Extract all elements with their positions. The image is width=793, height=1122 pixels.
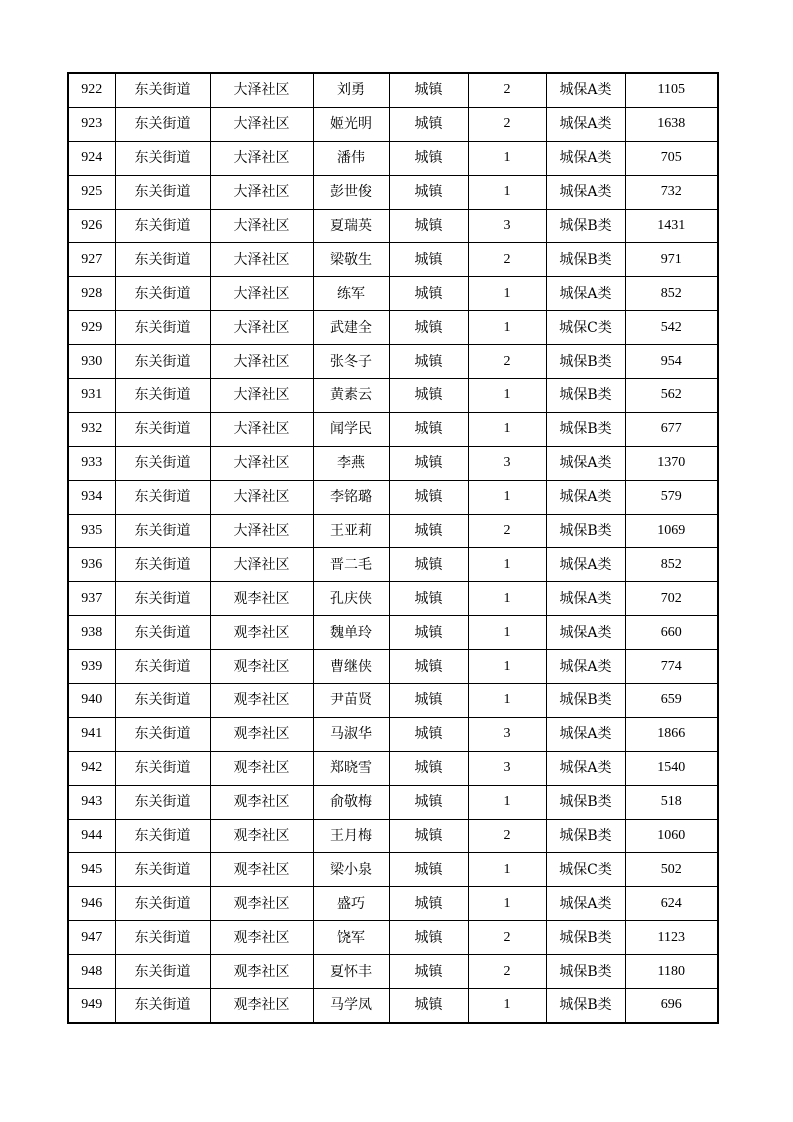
table-row (68, 209, 718, 243)
subdistrict-cell: 东关街道 (115, 311, 210, 345)
household-type-cell: 城镇 (389, 989, 468, 1023)
row-number-cell: 927 (68, 243, 115, 277)
person-name-cell: 王月梅 (313, 819, 389, 853)
row-number-cell: 944 (68, 819, 115, 853)
community-cell: 大泽社区 (210, 412, 313, 446)
row-number-cell: 949 (68, 989, 115, 1023)
table-row (68, 243, 718, 277)
insurance-category-cell: 城保B类 (546, 209, 625, 243)
subdistrict-cell: 东关街道 (115, 751, 210, 785)
insurance-category-cell: 城保A类 (546, 141, 625, 175)
community-cell: 大泽社区 (210, 480, 313, 514)
household-size-cell: 3 (468, 209, 546, 243)
subdistrict-cell: 东关街道 (115, 73, 210, 107)
insurance-category-cell: 城保B类 (546, 989, 625, 1023)
community-cell: 观李社区 (210, 921, 313, 955)
table-row (68, 650, 718, 684)
table-row (68, 277, 718, 311)
row-number-cell: 926 (68, 209, 115, 243)
household-size-cell: 1 (468, 141, 546, 175)
community-cell: 观李社区 (210, 751, 313, 785)
table-row (68, 819, 718, 853)
subdistrict-cell: 东关街道 (115, 650, 210, 684)
person-name-cell: 马学凤 (313, 989, 389, 1023)
community-cell: 观李社区 (210, 684, 313, 718)
household-type-cell: 城镇 (389, 684, 468, 718)
person-name-cell: 王亚莉 (313, 514, 389, 548)
household-type-cell: 城镇 (389, 446, 468, 480)
table-row (68, 514, 718, 548)
table-row (68, 853, 718, 887)
community-cell: 大泽社区 (210, 446, 313, 480)
person-name-cell: 尹苗贤 (313, 684, 389, 718)
table-row (68, 989, 718, 1023)
insurance-category-cell: 城保A类 (546, 277, 625, 311)
household-size-cell: 1 (468, 175, 546, 209)
row-number-cell: 929 (68, 311, 115, 345)
household-type-cell: 城镇 (389, 73, 468, 107)
person-name-cell: 练军 (313, 277, 389, 311)
household-size-cell: 2 (468, 345, 546, 379)
insurance-category-cell: 城保B类 (546, 684, 625, 718)
household-size-cell: 1 (468, 311, 546, 345)
person-name-cell: 彭世俊 (313, 175, 389, 209)
subdistrict-cell: 东关街道 (115, 446, 210, 480)
household-size-cell: 1 (468, 650, 546, 684)
person-name-cell: 黄素云 (313, 379, 389, 413)
household-size-cell: 2 (468, 243, 546, 277)
monthly-amount-cell: 1069 (625, 514, 718, 548)
monthly-amount-cell: 774 (625, 650, 718, 684)
table-row (68, 446, 718, 480)
household-size-cell: 2 (468, 107, 546, 141)
subdistrict-cell: 东关街道 (115, 412, 210, 446)
table-row (68, 379, 718, 413)
monthly-amount-cell: 954 (625, 345, 718, 379)
row-number-cell: 932 (68, 412, 115, 446)
row-number-cell: 942 (68, 751, 115, 785)
monthly-amount-cell: 696 (625, 989, 718, 1023)
insurance-category-cell: 城保A类 (546, 582, 625, 616)
household-size-cell: 2 (468, 73, 546, 107)
insurance-category-cell: 城保B类 (546, 921, 625, 955)
row-number-cell: 938 (68, 616, 115, 650)
table-row (68, 311, 718, 345)
table-row (68, 175, 718, 209)
table-row (68, 921, 718, 955)
monthly-amount-cell: 1431 (625, 209, 718, 243)
table-row (68, 345, 718, 379)
household-size-cell: 1 (468, 785, 546, 819)
household-size-cell: 1 (468, 853, 546, 887)
household-type-cell: 城镇 (389, 616, 468, 650)
person-name-cell: 盛巧 (313, 887, 389, 921)
household-type-cell: 城镇 (389, 175, 468, 209)
subdistrict-cell: 东关街道 (115, 887, 210, 921)
insurance-category-cell: 城保A类 (546, 107, 625, 141)
roster-body (68, 73, 718, 1023)
row-number-cell: 925 (68, 175, 115, 209)
subdistrict-cell: 东关街道 (115, 548, 210, 582)
community-cell: 观李社区 (210, 887, 313, 921)
insurance-category-cell: 城保B类 (546, 514, 625, 548)
person-name-cell: 张冬子 (313, 345, 389, 379)
insurance-category-cell: 城保B类 (546, 819, 625, 853)
insurance-category-cell: 城保C类 (546, 853, 625, 887)
community-cell: 观李社区 (210, 717, 313, 751)
household-type-cell: 城镇 (389, 209, 468, 243)
community-cell: 大泽社区 (210, 514, 313, 548)
person-name-cell: 闻学民 (313, 412, 389, 446)
table-row (68, 616, 718, 650)
subdistrict-cell: 东关街道 (115, 277, 210, 311)
subdistrict-cell: 东关街道 (115, 480, 210, 514)
household-type-cell: 城镇 (389, 277, 468, 311)
community-cell: 大泽社区 (210, 175, 313, 209)
row-number-cell: 934 (68, 480, 115, 514)
subdistrict-cell: 东关街道 (115, 684, 210, 718)
subdistrict-cell: 东关街道 (115, 989, 210, 1023)
monthly-amount-cell: 542 (625, 311, 718, 345)
community-cell: 大泽社区 (210, 548, 313, 582)
subdistrict-cell: 东关街道 (115, 853, 210, 887)
subdistrict-cell: 东关街道 (115, 175, 210, 209)
community-cell: 观李社区 (210, 853, 313, 887)
table-row (68, 141, 718, 175)
monthly-amount-cell: 518 (625, 785, 718, 819)
household-size-cell: 1 (468, 480, 546, 514)
monthly-amount-cell: 624 (625, 887, 718, 921)
subdistrict-cell: 东关街道 (115, 243, 210, 277)
monthly-amount-cell: 705 (625, 141, 718, 175)
monthly-amount-cell: 1638 (625, 107, 718, 141)
row-number-cell: 935 (68, 514, 115, 548)
insurance-category-cell: 城保A类 (546, 480, 625, 514)
subdistrict-cell: 东关街道 (115, 209, 210, 243)
insurance-category-cell: 城保A类 (546, 175, 625, 209)
row-number-cell: 945 (68, 853, 115, 887)
insurance-category-cell: 城保A类 (546, 887, 625, 921)
household-type-cell: 城镇 (389, 751, 468, 785)
household-type-cell: 城镇 (389, 582, 468, 616)
community-cell: 观李社区 (210, 955, 313, 989)
person-name-cell: 夏瑞英 (313, 209, 389, 243)
household-size-cell: 2 (468, 921, 546, 955)
monthly-amount-cell: 852 (625, 548, 718, 582)
monthly-amount-cell: 502 (625, 853, 718, 887)
household-size-cell: 2 (468, 955, 546, 989)
community-cell: 大泽社区 (210, 243, 313, 277)
row-number-cell: 924 (68, 141, 115, 175)
subdistrict-cell: 东关街道 (115, 717, 210, 751)
row-number-cell: 946 (68, 887, 115, 921)
table-row (68, 785, 718, 819)
household-size-cell: 3 (468, 751, 546, 785)
person-name-cell: 梁小泉 (313, 853, 389, 887)
insurance-category-cell: 城保A类 (546, 717, 625, 751)
household-size-cell: 2 (468, 819, 546, 853)
community-cell: 大泽社区 (210, 345, 313, 379)
household-size-cell: 1 (468, 412, 546, 446)
household-type-cell: 城镇 (389, 717, 468, 751)
table-row (68, 412, 718, 446)
monthly-amount-cell: 677 (625, 412, 718, 446)
person-name-cell: 马淑华 (313, 717, 389, 751)
insurance-category-cell: 城保B类 (546, 785, 625, 819)
insurance-category-cell: 城保B类 (546, 379, 625, 413)
household-type-cell: 城镇 (389, 412, 468, 446)
insurance-category-cell: 城保B类 (546, 412, 625, 446)
insurance-category-cell: 城保C类 (546, 311, 625, 345)
household-size-cell: 1 (468, 379, 546, 413)
monthly-amount-cell: 659 (625, 684, 718, 718)
insurance-category-cell: 城保A类 (546, 548, 625, 582)
row-number-cell: 948 (68, 955, 115, 989)
table-row (68, 73, 718, 107)
row-number-cell: 947 (68, 921, 115, 955)
household-size-cell: 1 (468, 582, 546, 616)
subdistrict-cell: 东关街道 (115, 107, 210, 141)
community-cell: 观李社区 (210, 582, 313, 616)
household-type-cell: 城镇 (389, 311, 468, 345)
community-cell: 大泽社区 (210, 277, 313, 311)
person-name-cell: 饶军 (313, 921, 389, 955)
household-size-cell: 3 (468, 717, 546, 751)
row-number-cell: 941 (68, 717, 115, 751)
community-cell: 观李社区 (210, 616, 313, 650)
table-row (68, 717, 718, 751)
household-type-cell: 城镇 (389, 141, 468, 175)
household-size-cell: 1 (468, 684, 546, 718)
household-type-cell: 城镇 (389, 819, 468, 853)
insurance-category-cell: 城保A类 (546, 616, 625, 650)
person-name-cell: 魏单玲 (313, 616, 389, 650)
table-row (68, 887, 718, 921)
monthly-amount-cell: 660 (625, 616, 718, 650)
household-type-cell: 城镇 (389, 514, 468, 548)
household-type-cell: 城镇 (389, 107, 468, 141)
household-type-cell: 城镇 (389, 785, 468, 819)
subdistrict-cell: 东关街道 (115, 582, 210, 616)
row-number-cell: 931 (68, 379, 115, 413)
table-row (68, 751, 718, 785)
row-number-cell: 930 (68, 345, 115, 379)
monthly-amount-cell: 1540 (625, 751, 718, 785)
subdistrict-cell: 东关街道 (115, 955, 210, 989)
monthly-amount-cell: 971 (625, 243, 718, 277)
table-row (68, 548, 718, 582)
person-name-cell: 李铭璐 (313, 480, 389, 514)
household-type-cell: 城镇 (389, 379, 468, 413)
household-type-cell: 城镇 (389, 345, 468, 379)
monthly-amount-cell: 702 (625, 582, 718, 616)
subdistrict-cell: 东关街道 (115, 921, 210, 955)
community-cell: 大泽社区 (210, 73, 313, 107)
row-number-cell: 940 (68, 684, 115, 718)
household-size-cell: 1 (468, 989, 546, 1023)
person-name-cell: 武建全 (313, 311, 389, 345)
subdistrict-cell: 东关街道 (115, 616, 210, 650)
person-name-cell: 孔庆侠 (313, 582, 389, 616)
household-type-cell: 城镇 (389, 955, 468, 989)
community-cell: 观李社区 (210, 819, 313, 853)
insurance-category-cell: 城保A类 (546, 73, 625, 107)
monthly-amount-cell: 732 (625, 175, 718, 209)
subdistrict-cell: 东关街道 (115, 345, 210, 379)
row-number-cell: 943 (68, 785, 115, 819)
household-type-cell: 城镇 (389, 650, 468, 684)
person-name-cell: 俞敬梅 (313, 785, 389, 819)
household-size-cell: 2 (468, 514, 546, 548)
monthly-amount-cell: 1180 (625, 955, 718, 989)
person-name-cell: 梁敬生 (313, 243, 389, 277)
community-cell: 大泽社区 (210, 379, 313, 413)
monthly-amount-cell: 852 (625, 277, 718, 311)
household-size-cell: 1 (468, 277, 546, 311)
monthly-amount-cell: 1105 (625, 73, 718, 107)
person-name-cell: 李燕 (313, 446, 389, 480)
subdistrict-cell: 东关街道 (115, 819, 210, 853)
community-cell: 大泽社区 (210, 141, 313, 175)
community-cell: 大泽社区 (210, 209, 313, 243)
person-name-cell: 夏怀丰 (313, 955, 389, 989)
person-name-cell: 晋二毛 (313, 548, 389, 582)
monthly-amount-cell: 1123 (625, 921, 718, 955)
person-name-cell: 郑晓雪 (313, 751, 389, 785)
row-number-cell: 928 (68, 277, 115, 311)
subdistrict-cell: 东关街道 (115, 379, 210, 413)
subdistrict-cell: 东关街道 (115, 141, 210, 175)
monthly-amount-cell: 1866 (625, 717, 718, 751)
table-row (68, 684, 718, 718)
household-type-cell: 城镇 (389, 921, 468, 955)
table-row (68, 582, 718, 616)
table-row (68, 955, 718, 989)
subdistrict-cell: 东关街道 (115, 514, 210, 548)
row-number-cell: 923 (68, 107, 115, 141)
person-name-cell: 刘勇 (313, 73, 389, 107)
community-cell: 观李社区 (210, 785, 313, 819)
household-type-cell: 城镇 (389, 853, 468, 887)
monthly-amount-cell: 579 (625, 480, 718, 514)
person-name-cell: 曹继侠 (313, 650, 389, 684)
welfare-roster-table (67, 72, 719, 1024)
person-name-cell: 潘伟 (313, 141, 389, 175)
community-cell: 观李社区 (210, 650, 313, 684)
household-size-cell: 1 (468, 548, 546, 582)
insurance-category-cell: 城保B类 (546, 243, 625, 277)
insurance-category-cell: 城保B类 (546, 955, 625, 989)
row-number-cell: 922 (68, 73, 115, 107)
person-name-cell: 姬光明 (313, 107, 389, 141)
insurance-category-cell: 城保B类 (546, 345, 625, 379)
household-type-cell: 城镇 (389, 243, 468, 277)
community-cell: 大泽社区 (210, 107, 313, 141)
table-row (68, 107, 718, 141)
household-type-cell: 城镇 (389, 480, 468, 514)
insurance-category-cell: 城保A类 (546, 446, 625, 480)
community-cell: 观李社区 (210, 989, 313, 1023)
household-size-cell: 1 (468, 887, 546, 921)
household-type-cell: 城镇 (389, 548, 468, 582)
subdistrict-cell: 东关街道 (115, 785, 210, 819)
row-number-cell: 937 (68, 582, 115, 616)
community-cell: 大泽社区 (210, 311, 313, 345)
household-size-cell: 1 (468, 616, 546, 650)
household-size-cell: 3 (468, 446, 546, 480)
row-number-cell: 933 (68, 446, 115, 480)
monthly-amount-cell: 1060 (625, 819, 718, 853)
monthly-amount-cell: 1370 (625, 446, 718, 480)
table-row (68, 480, 718, 514)
insurance-category-cell: 城保A类 (546, 650, 625, 684)
row-number-cell: 939 (68, 650, 115, 684)
household-type-cell: 城镇 (389, 887, 468, 921)
monthly-amount-cell: 562 (625, 379, 718, 413)
insurance-category-cell: 城保A类 (546, 751, 625, 785)
row-number-cell: 936 (68, 548, 115, 582)
